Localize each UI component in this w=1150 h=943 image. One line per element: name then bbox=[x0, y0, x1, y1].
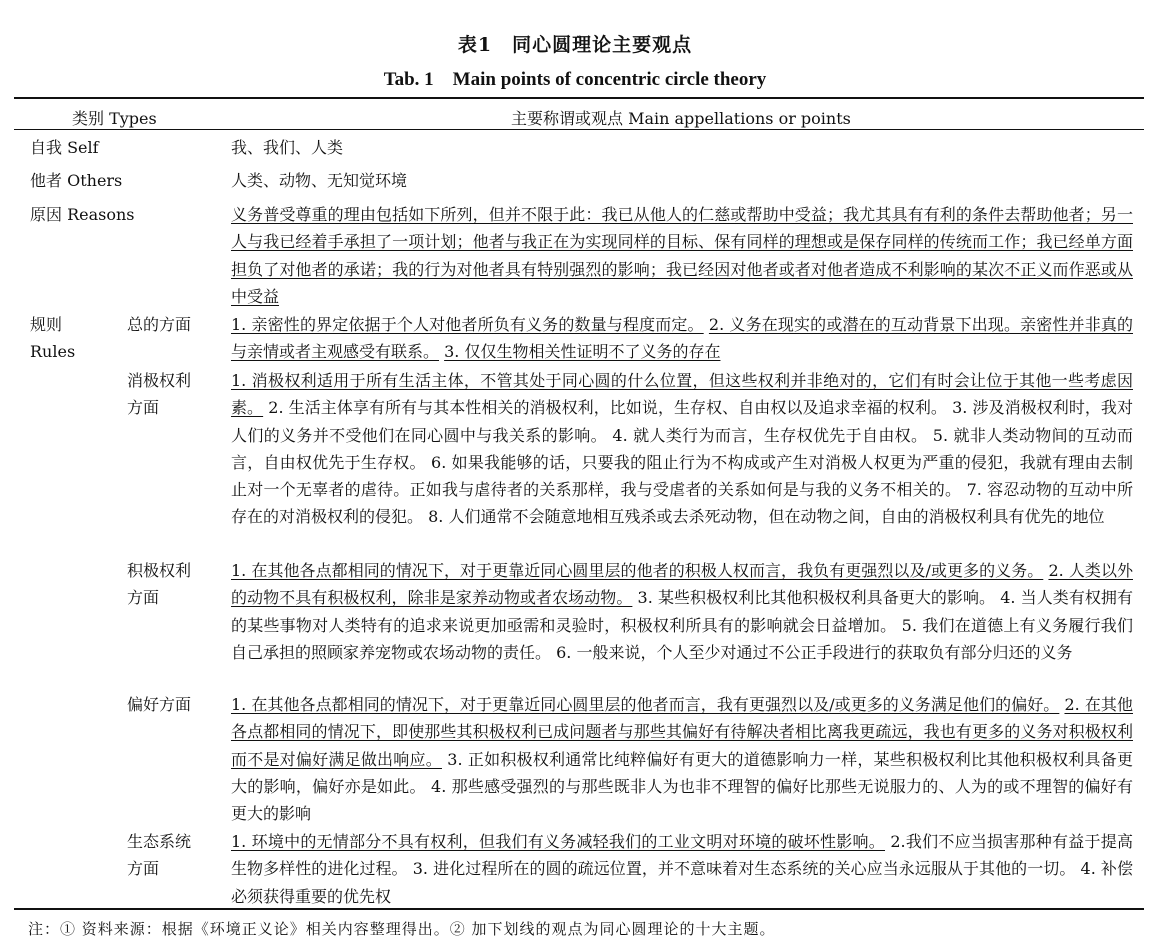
row-content-reasons bbox=[231, 201, 1133, 310]
table-title-cn: 表1 同心圆理论主要观点 bbox=[457, 34, 693, 56]
row-sub-positive: 积极权利 bbox=[127, 561, 192, 580]
row-sub-ecosystem-2: 方面 bbox=[127, 859, 160, 878]
header-rule bbox=[14, 129, 1144, 130]
row-content-positive bbox=[231, 557, 1133, 666]
row-sub-positive-2: 方面 bbox=[127, 588, 160, 607]
row-sub-general: 总的方面 bbox=[127, 315, 192, 334]
row-content-preference bbox=[231, 691, 1133, 827]
point-text: 我、我们、人类 bbox=[231, 138, 344, 157]
underlined-point: 3. 仅仅生物相关性证明不了义务的存在 bbox=[444, 342, 721, 362]
underlined-point: 1. 消极权利适用于所有生活主体，不管其处于同心圆的什么位置，但这些权利并非绝对的，它们有时会让位于其他一些考虑因素。 bbox=[231, 371, 1133, 418]
underlined-point: 2. 义务在现实的或潜在的互动背景下出现。亲密性并非真的与亲情或者主观感受有联系。 bbox=[231, 315, 1133, 362]
row-content-self bbox=[231, 134, 1133, 161]
row-type-reasons: 原因 Reasons bbox=[30, 205, 135, 224]
row-type-self: 自我 Self bbox=[30, 138, 99, 157]
point-text: 3. 某些积极权利比其他积极权利具备更大的影响。 4. 当人类有权拥有的某些事物对人类特有的追求来说更加亟需和灵验时，积极权利所具有的影响就会日益增加。 5. 我们在道德上有义务履行我们自己承担的照顾家养宠物或农场动物的责任。 6. 一般来说，个人至少对通过不公正手段进行的获取负有部分归还的义务 bbox=[231, 588, 1133, 662]
underlined-point: 1. 亲密性的界定依据于个人对他者所负有义务的数量与程度而定。 bbox=[231, 315, 704, 334]
row-content-ecosystem bbox=[231, 828, 1133, 910]
underlined-point: 1. 在其他各点都相同的情况下，对于更靠近同心圆里层的他者的积极人权而言，我负有更强烈以及/或更多的义务。 bbox=[231, 561, 1044, 580]
table-note: 注：① 资料来源：根据《环境正义论》相关内容整理得出。② 加下划线的观点为同心圆理论的十大主题。 bbox=[28, 920, 776, 938]
underlined-point: 2. 在其他各点都相同的情况下，即使那些其积极权利已成问题者与那些其偏好有待解决者相比离我更疏远，我也有更多的义务对积极权利而不是对偏好满足做出响应。 bbox=[231, 695, 1133, 769]
top-rule bbox=[14, 97, 1144, 99]
point-text: 2.我们不应当损害那种有益于提高生物多样性的进化过程。 3. 进化过程所在的圆的疏远位置，并不意味着对生态系统的关心应当永远服从于其他的一切。 4. 补偿必须获得重要的优先权 bbox=[231, 832, 1133, 906]
row-group-rules: 规则 bbox=[30, 315, 63, 334]
row-sub-negative: 消极权利 bbox=[127, 371, 192, 390]
row-type-others: 他者 Others bbox=[30, 171, 123, 190]
row-sub-ecosystem: 生态系统 bbox=[127, 832, 192, 851]
row-content-others bbox=[231, 167, 1133, 194]
row-content-general bbox=[231, 311, 1133, 366]
point-text: 3. 正如积极权利通常比纯粹偏好有更大的道德影响力一样，某些积极权利比其他积极权利具备更大的影响，偏好亦是如此。 4. 那些感受强烈的与那些既非人为也非不理智的偏好比那些无说服力的、人为的或不理智的偏好有更大的影响 bbox=[231, 749, 1133, 824]
header-types: 类别 Types bbox=[72, 109, 157, 128]
point-text: 人类、动物、无知觉环境 bbox=[231, 171, 408, 190]
point-text: 2. 生活主体享有所有与其本性相关的消极权利，比如说，生存权、自由权以及追求幸福的权利。 3. 涉及消极权利时，我对人们的义务并不受他们在同心圆中与我关系的影响。 4. 就人类行为而言，生存权优先于自由权。 5. 就非人类动物间的互动而言，自由权优先于生存权。 6. 如果我能够的话，只要我的阻止行为不构成或产生对消极人权更为严重的侵犯，我就有理由去制止对一个无辜者的虐待。正如我与虐待者的关系那样，我与受虐者的关系如何是与我的义务不相关的。 7. 容忍动物的互动中所存在的对消极权利的侵犯。 8. 人们通常不会随意地相互残杀或去杀死动物，但在动物之间，自由的消极权利具有优先的地位 bbox=[231, 398, 1133, 527]
header-points: 主要称谓或观点 Main appellations or points bbox=[511, 109, 851, 128]
table-title-en: Tab. 1 Main points of concentric circle theory bbox=[383, 69, 767, 90]
underlined-point: 义务普受尊重的理由包括如下所列，但并不限于此：我已从他人的仁慈或帮助中受益；我尤其具有有利的条件去帮助他者；另一人与我已经着手承担了一项计划；他者与我正在为实现同样的目标、保有同样的理想或是保存同样的传统而工作；我已经单方面担负了对他者的承诺；我的行为对他者具有特别强烈的影响；我已经因对他者或者对他者造成不利影响的某次不正义而作恶或从中受益 bbox=[231, 205, 1133, 306]
underlined-point: 1. 在其他各点都相同的情况下，对于更靠近同心圆里层的他者而言，我有更强烈以及/或更多的义务满足他们的偏好。 bbox=[231, 695, 1060, 714]
row-sub-preference: 偏好方面 bbox=[127, 695, 192, 714]
bottom-rule bbox=[14, 908, 1144, 910]
underlined-point: 1. 环境中的无情部分不具有权利，但我们有义务减轻我们的工业文明对环境的破坏性影响。 bbox=[231, 832, 886, 851]
row-content-negative bbox=[231, 367, 1133, 531]
underlined-point: 2. 人类以外的动物不具有积极权利，除非是家养动物或者农场动物。 bbox=[231, 561, 1133, 608]
row-sub-negative-2: 方面 bbox=[127, 398, 160, 417]
row-group-rules-en: Rules bbox=[30, 342, 76, 361]
